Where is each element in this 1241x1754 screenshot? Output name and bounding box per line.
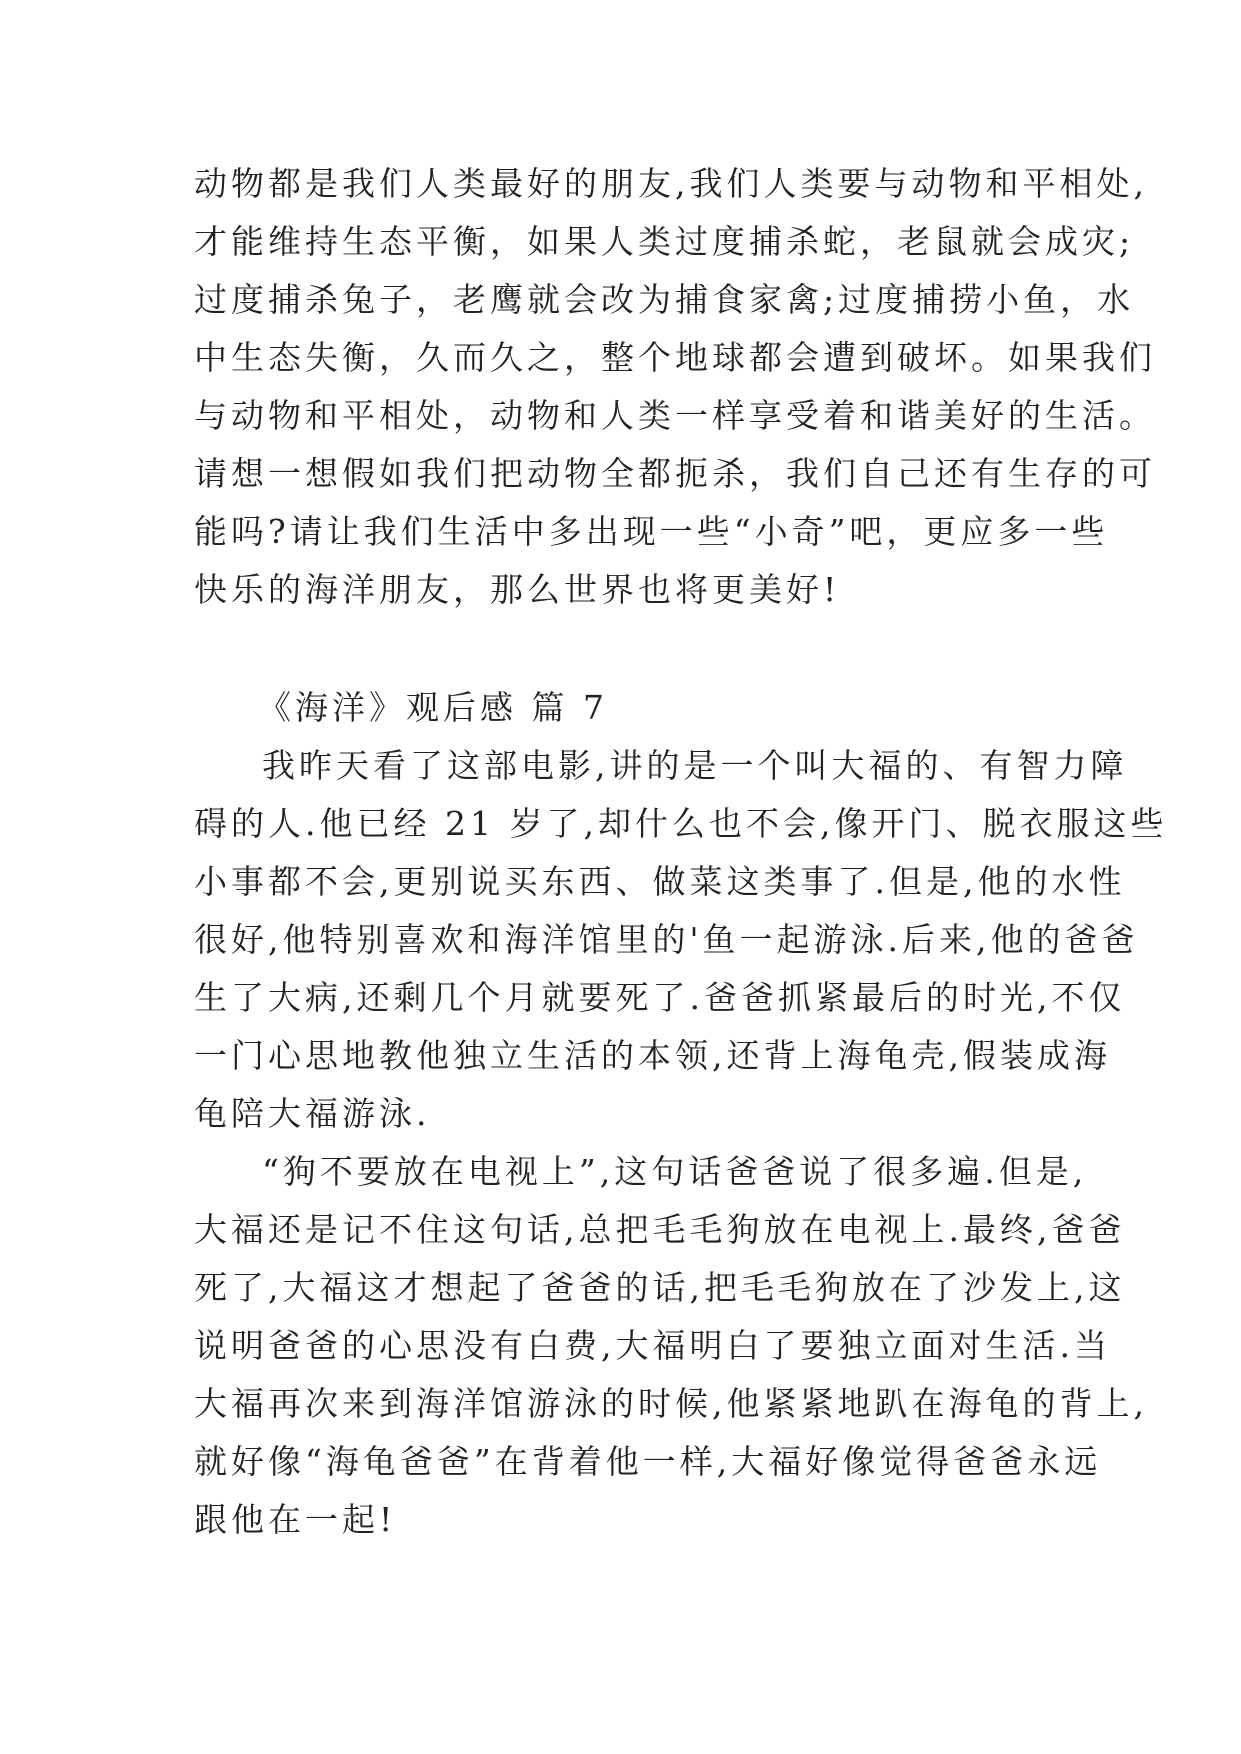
text-line: 很好,他特别喜欢和海洋馆里的'鱼一起游泳.后来,他的爸爸 <box>194 920 1139 959</box>
text-line: 过度捕杀兔子，老鹰就会改为捕食家禽;过度捕捞小鱼，水 <box>194 280 1135 319</box>
text-line: 死了,大福这才想起了爸爸的话,把毛毛狗放在了沙发上,这 <box>194 1268 1126 1307</box>
section-title: 《海洋》观后感 篇 7 <box>258 688 608 727</box>
text-line: 说明爸爸的心思没有白费,大福明白了要独立面对生活.当 <box>194 1326 1111 1365</box>
text-line: 与动物和平相处，动物和人类一样享受着和谐美好的生活。 <box>194 396 1156 435</box>
text-line: 中生态失衡，久而久之，整个地球都会遭到破坏。如果我们 <box>194 338 1156 377</box>
text-line: 就好像“海龟爸爸”在背着他一样,大福好像觉得爸爸永远 <box>194 1442 1102 1481</box>
text-line: 我昨天看了这部电影,讲的是一个叫大福的、有智力障 <box>262 746 1128 785</box>
text-line: 碍的人.他已经 21 岁了,却什么也不会,像开门、脱衣服这些 <box>194 804 1168 843</box>
text-line: 小事都不会,更别说买东西、做菜这类事了.但是,他的水性 <box>194 862 1126 901</box>
text-line: 龟陪大福游泳. <box>194 1094 431 1133</box>
text-line: 才能维持生态平衡，如果人类过度捕杀蛇，老鼠就会成灾; <box>194 222 1135 261</box>
text-line: 生了大病,还剩几个月就要死了.爸爸抓紧最后的时光,不仅 <box>194 978 1126 1017</box>
text-line: 动物都是我们人类最好的朋友,我们人类要与动物和平相处, <box>194 164 1148 203</box>
text-line: “狗不要放在电视上”,这句话爸爸说了很多遍.但是, <box>262 1152 1088 1191</box>
text-line: 跟他在一起! <box>194 1500 397 1539</box>
text-line: 大福再次来到海洋馆游泳的时候,他紧紧地趴在海龟的背上, <box>194 1384 1148 1423</box>
text-line: 一门心思地教他独立生活的本领,还背上海龟壳,假装成海 <box>194 1036 1111 1075</box>
text-line: 能吗?请让我们生活中多出现一些“小奇”吧，更应多一些 <box>194 512 1109 551</box>
text-line: 快乐的海洋朋友，那么世界也将更美好! <box>194 570 841 609</box>
text-line: 请想一想假如我们把动物全都扼杀，我们自己还有生存的可 <box>194 454 1156 493</box>
text-line: 大福还是记不住这句话,总把毛毛狗放在电视上.最终,爸爸 <box>194 1210 1126 1249</box>
